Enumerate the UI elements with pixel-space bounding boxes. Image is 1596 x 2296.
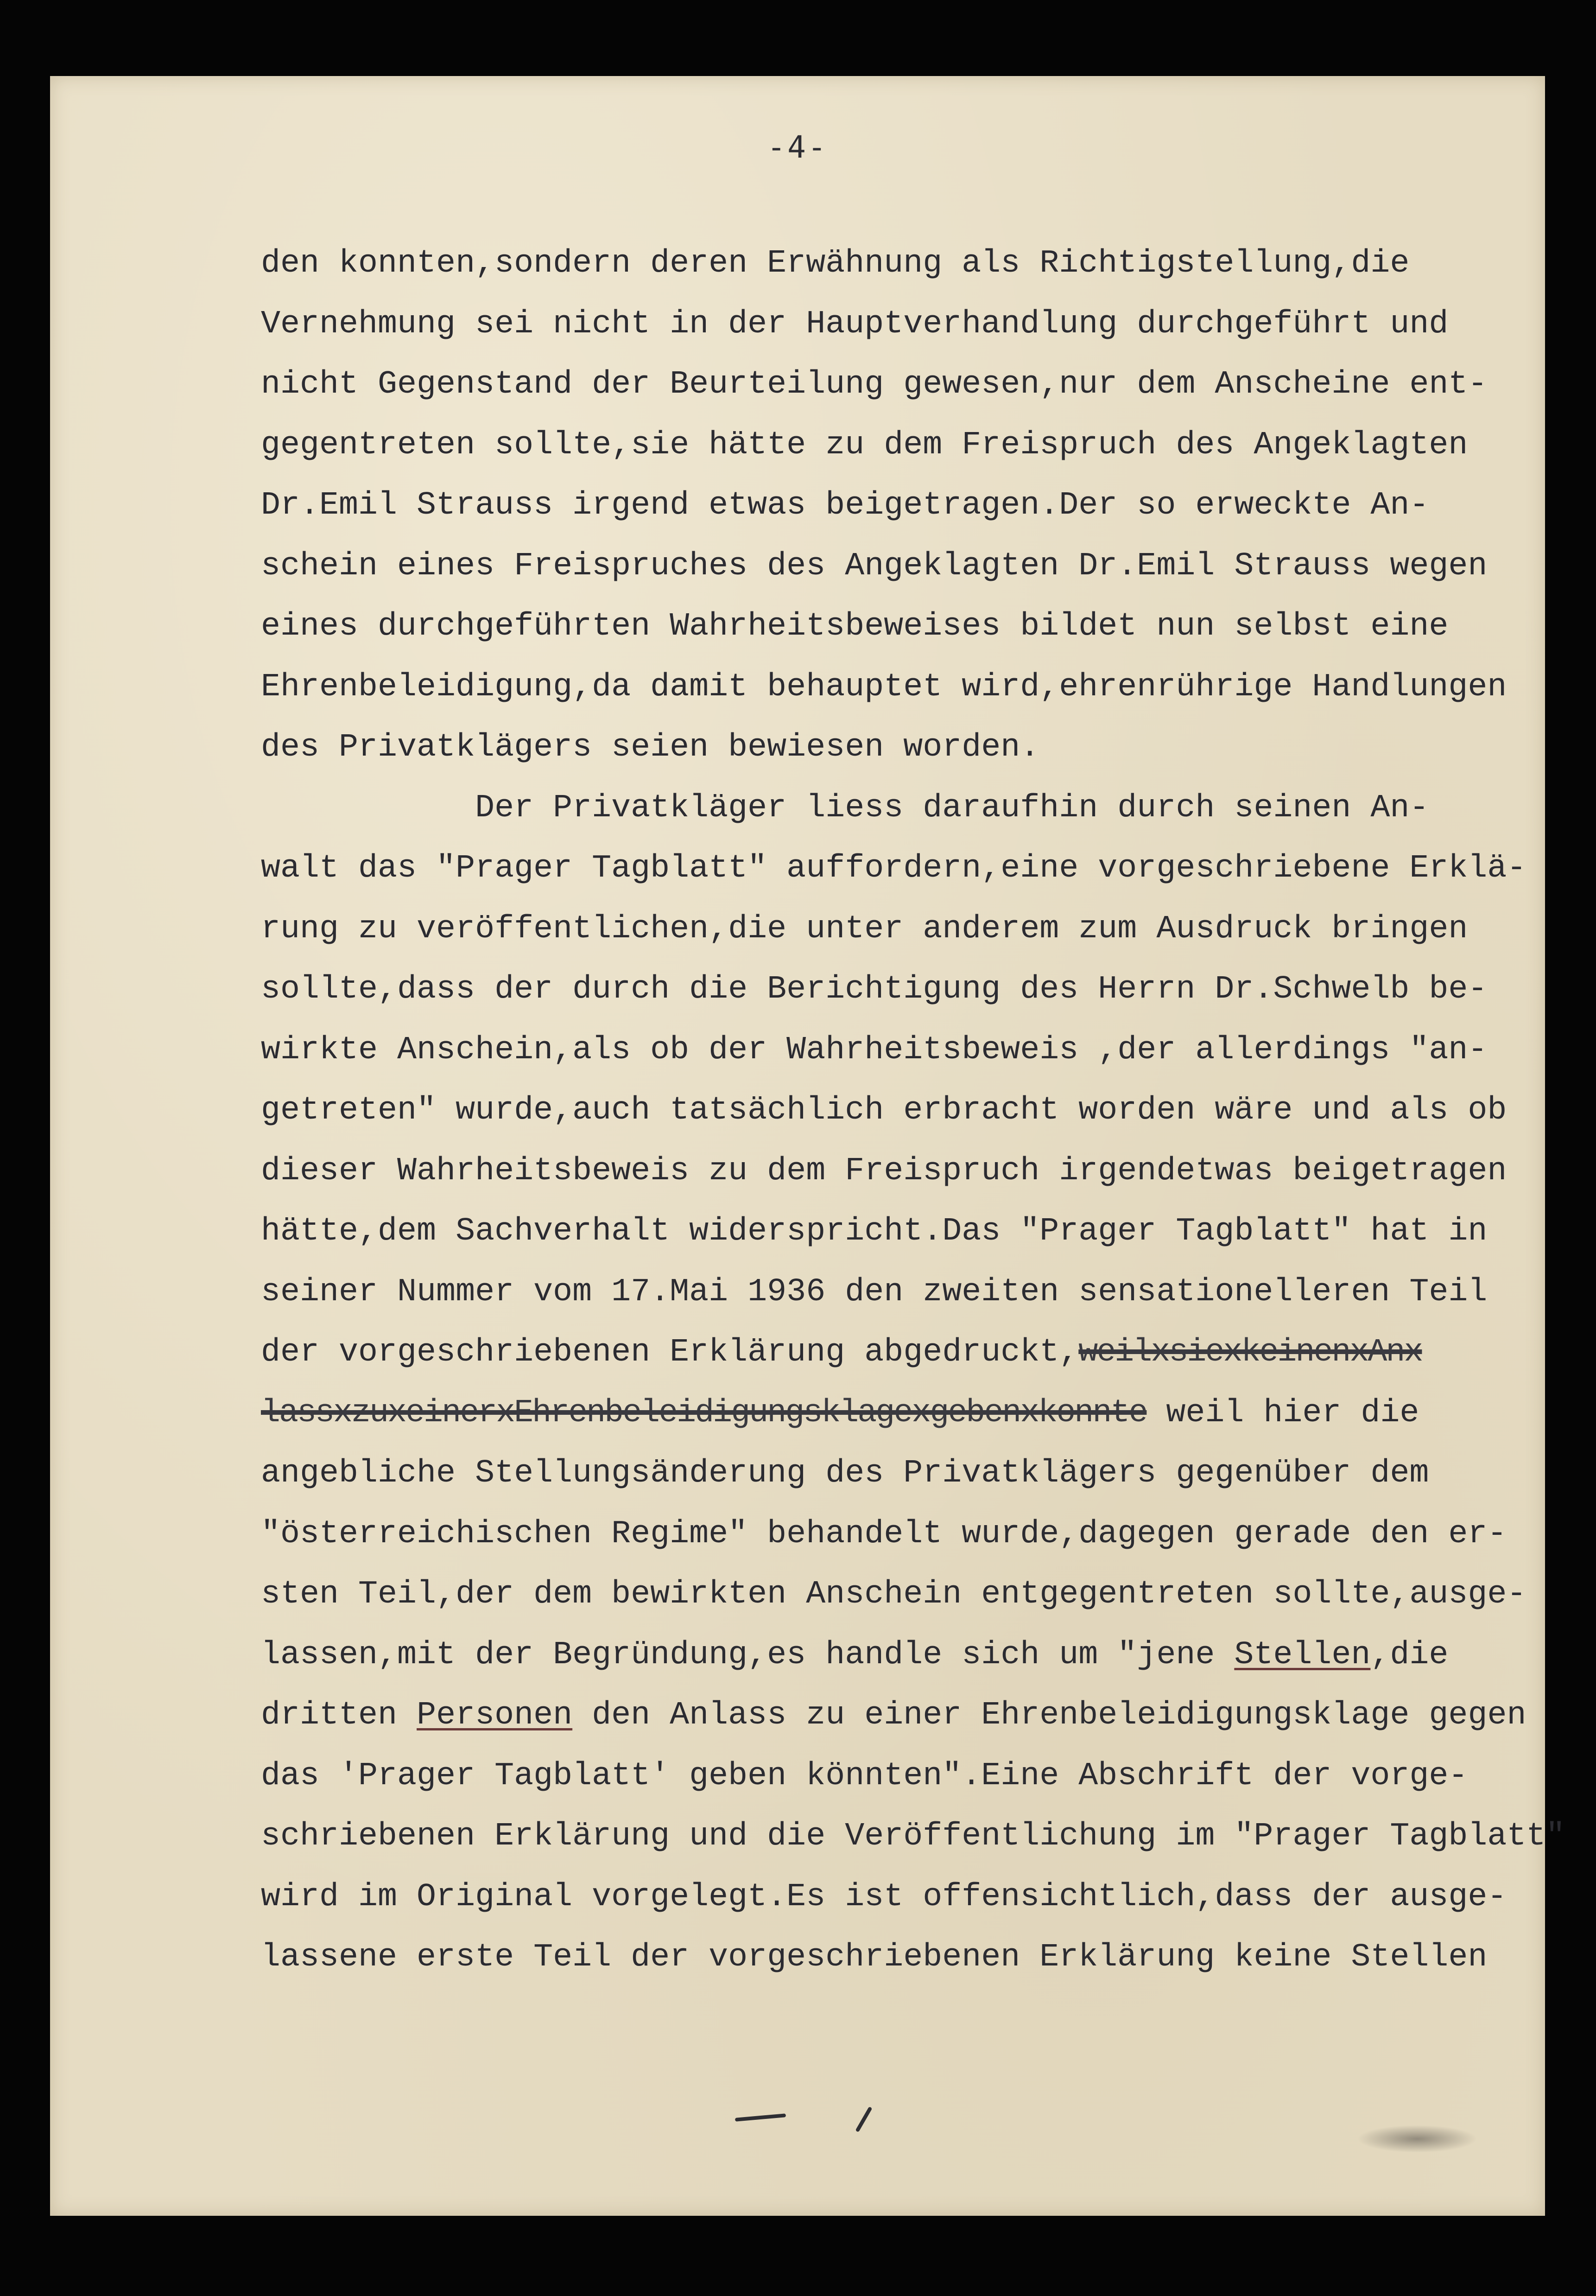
line-text: lassen,mit der Begründung,es handle sich um "jene xyxy=(261,1636,1235,1673)
underlined-word: Stellen xyxy=(1234,1636,1371,1673)
text-line: sten Teil,der dem bewirkten Anschein entgegentreten sollte,ausge- xyxy=(261,1576,1526,1613)
text-line: das 'Prager Tagblatt' geben könnten".Eine Abschrift der vorge- xyxy=(261,1757,1468,1794)
text-line: rung zu veröffentlichen,die unter anderem zum Ausdruck bringen xyxy=(261,910,1468,948)
line-text: weil hier die xyxy=(1146,1394,1419,1431)
text-line: eines durchgeführten Wahrheitsbeweises bildet nun selbst eine xyxy=(261,608,1449,645)
text-line: seiner Nummer vom 17.Mai 1936 den zweiten sensationelleren Teil xyxy=(261,1273,1488,1310)
text-line: "österreichischen Regime" behandelt wurde,dagegen gerade den er- xyxy=(261,1515,1507,1552)
text-line: wirkte Anschein,als ob der Wahrheitsbeweis ,der allerdings "an- xyxy=(261,1031,1488,1068)
text-line: des Privatklägers seien bewiesen worden. xyxy=(261,729,1040,766)
text-line: nicht Gegenstand der Beurteilung gewesen,nur dem Anscheine ent- xyxy=(261,366,1488,403)
text-line xyxy=(261,1383,1512,1444)
pencil-slash-mark xyxy=(855,2106,873,2132)
line-text: den Anlass zu einer Ehrenbeleidigungsklage gegen xyxy=(572,1697,1526,1734)
underlined-word: Personen xyxy=(417,1697,573,1734)
body-text xyxy=(261,234,1565,1988)
text-line: Ehrenbeleidigung,da damit behauptet wird,ehrenrührige Handlungen xyxy=(261,668,1507,706)
text-line: sollte,dass der durch die Berichtigung des Herrn Dr.Schwelb be- xyxy=(261,971,1488,1008)
line-text: dritten xyxy=(261,1697,417,1734)
text-line: lassene erste Teil der vorgeschriebenen Erklärung keine Stellen xyxy=(261,1939,1488,1976)
text-line: hätte,dem Sachverhalt widerspricht.Das "Prager Tagblatt" hat in xyxy=(261,1213,1488,1250)
line-text: ,die xyxy=(1370,1636,1449,1673)
text-line xyxy=(261,1685,1526,1746)
text-line xyxy=(261,1323,1512,1383)
text-line: schriebenen Erklärung und die Veröffentlichung im "Prager Tagblatt" xyxy=(261,1818,1565,1855)
text-line: walt das "Prager Tagblatt" auffordern,eine vorgeschriebene Erklä- xyxy=(261,850,1526,887)
text-line: wird im Original vorgelegt.Es ist offensichtlich,dass der ausge- xyxy=(261,1878,1507,1915)
text-line: dieser Wahrheitsbeweis zu dem Freispruch irgendetwas beigetragen xyxy=(261,1152,1507,1189)
text-line: angebliche Stellungsänderung des Privatklägers gegenüber dem xyxy=(261,1455,1429,1492)
text-line: Der Privatkläger liess daraufhin durch seinen An- xyxy=(261,789,1429,827)
text-line: gegentreten sollte,sie hätte zu dem Freispruch des Angeklagten xyxy=(261,426,1468,464)
text-line: schein eines Freispruches des Angeklagten Dr.Emil Strauss wegen xyxy=(261,547,1488,585)
text-line xyxy=(261,1625,1512,1686)
ink-smudge xyxy=(1357,2125,1477,2153)
struck-out-text: lassxzuxeinerxEhrenbeleidigungsklagexgebenxkonnte xyxy=(261,1394,1147,1431)
text-line: den konnten,sondern deren Erwähnung als Richtigstellung,die xyxy=(261,245,1410,282)
page-number: -4- xyxy=(767,129,828,165)
text-line: getreten" wurde,auch tatsächlich erbracht worden wäre und als ob xyxy=(261,1092,1507,1129)
document-page xyxy=(50,76,1565,2216)
pencil-dash-mark xyxy=(735,2113,786,2122)
text-line: Dr.Emil Strauss irgend etwas beigetragen.Der so erweckte An- xyxy=(261,487,1429,524)
text-line: Vernehmung sei nicht in der Hauptverhandlung durchgeführt und xyxy=(261,305,1449,343)
struck-out-text: weilxsiexkeinenxAnx xyxy=(1078,1334,1422,1371)
line-text: der vorgeschriebenen Erklärung abgedruckt, xyxy=(261,1334,1079,1371)
